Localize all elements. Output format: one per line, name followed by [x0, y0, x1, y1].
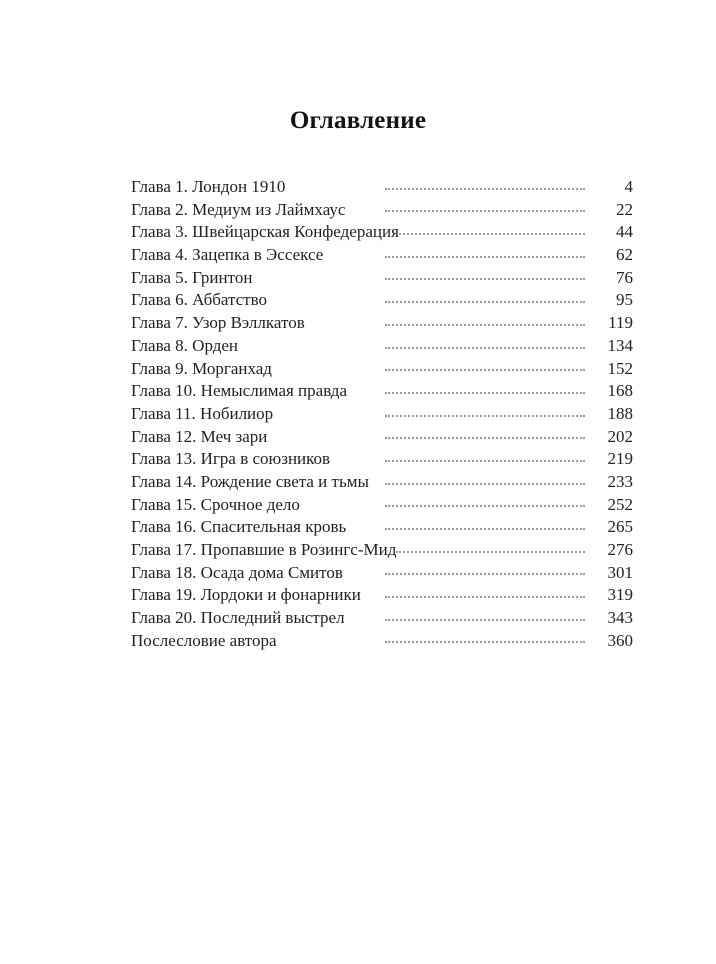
dot-leader: [385, 460, 585, 462]
dot-leader: [385, 483, 585, 485]
toc-entry[interactable]: [131, 221, 633, 244]
toc-entry-title: Послесловие автора: [131, 630, 277, 650]
toc-entry[interactable]: [131, 380, 633, 403]
toc-entry[interactable]: [131, 516, 633, 539]
toc-entry-title: Глава 3. Швейцарская Конфедерация: [131, 222, 399, 242]
dot-leader: [385, 619, 585, 621]
toc-entry-page: 119: [608, 313, 633, 333]
toc-entry[interactable]: [131, 267, 633, 290]
toc-entry[interactable]: [131, 607, 633, 630]
toc-entry[interactable]: [131, 403, 633, 426]
table-of-contents: [131, 176, 633, 652]
toc-entry-page: 343: [607, 608, 633, 628]
toc-entry-title: Глава 1. Лондон 1910: [131, 177, 286, 196]
dot-leader: [385, 256, 585, 258]
dot-leader: [385, 415, 585, 417]
toc-entry[interactable]: [131, 562, 633, 585]
dot-leader: [396, 551, 585, 553]
toc-entry-page: 76: [616, 267, 633, 287]
toc-entry[interactable]: [131, 289, 633, 312]
toc-entry-page: 301: [607, 562, 633, 582]
toc-entry-title: Глава 20. Последний выстрел: [131, 608, 345, 628]
toc-entry-page: 44: [616, 222, 633, 242]
toc-entry-page: 95: [616, 290, 633, 310]
toc-entry-page: 319: [607, 585, 633, 605]
dot-leader: [385, 347, 585, 349]
dot-leader: [385, 641, 585, 643]
toc-entry[interactable]: [131, 448, 633, 471]
toc-entry-title: Глава 12. Меч зари: [131, 426, 268, 446]
toc-entry-page: 233: [607, 471, 633, 491]
toc-entry-title: Глава 9. Морганхад: [131, 358, 272, 378]
toc-entry-title: Глава 16. Спасительная кровь: [131, 517, 347, 537]
toc-entry-page: 276: [607, 540, 633, 559]
toc-entry-title: Глава 5. Гринтон: [131, 267, 253, 287]
toc-entry-title: Глава 18. Осада дома Смитов: [131, 562, 343, 582]
toc-entry[interactable]: [131, 244, 633, 267]
toc-entry[interactable]: [131, 471, 633, 494]
toc-entry[interactable]: [131, 199, 633, 222]
toc-entry-afterword[interactable]: [131, 630, 633, 653]
toc-entry-page: 134: [607, 335, 633, 355]
toc-entry-title: Глава 6. Аббатство: [131, 290, 268, 310]
dot-leader: [385, 210, 585, 212]
toc-entry-page: 252: [607, 494, 633, 514]
toc-entry-page: 360: [607, 630, 633, 650]
toc-entry[interactable]: [131, 539, 633, 562]
toc-entry-page: 202: [607, 426, 633, 446]
toc-entry-title: Глава 2. Медиум из Лаймхаус: [131, 199, 346, 219]
toc-entry[interactable]: [131, 176, 633, 199]
dot-leader: [385, 392, 585, 394]
toc-entry[interactable]: [131, 584, 633, 607]
dot-leader: [385, 505, 585, 507]
toc-entry[interactable]: [131, 312, 633, 335]
toc-entry[interactable]: [131, 426, 633, 449]
toc-entry-page: 265: [607, 517, 633, 537]
toc-entry-page: 188: [607, 403, 633, 423]
dot-leader: [385, 437, 585, 439]
toc-entry-title: Глава 4. Зацепка в Эссексе: [131, 245, 324, 265]
dot-leader: [385, 278, 585, 280]
page-title: Оглавление: [289, 106, 427, 134]
toc-entry-page: 62: [616, 245, 633, 265]
toc-entry-title: Глава 15. Срочное дело: [131, 494, 300, 514]
toc-entry-page: 4: [624, 177, 633, 196]
toc-entry-title: Глава 14. Рождение света и тьмы: [131, 471, 369, 491]
toc-entry-title: Глава 13. Игра в союзников: [131, 449, 331, 469]
toc-entry-title: Глава 11. Нобилиор: [131, 403, 274, 423]
toc-entry-title: Глава 8. Орден: [131, 335, 239, 355]
toc-entry-title: Глава 10. Немыслимая правда: [131, 381, 348, 401]
toc-entry-page: 219: [607, 449, 633, 469]
dot-leader: [385, 528, 585, 530]
toc-entry-title: Глава 17. Пропавшие в Розингс-Мид: [131, 540, 397, 559]
toc-entry-page: 168: [607, 381, 633, 401]
dot-leader: [385, 301, 585, 303]
toc-entry-title: Глава 19. Лордоки и фонарники: [131, 585, 361, 605]
dot-leader: [385, 324, 585, 326]
dot-leader: [399, 233, 585, 235]
toc-entry[interactable]: [131, 358, 633, 381]
toc-entry-page: 22: [616, 199, 633, 219]
toc-entry-page: 152: [607, 358, 633, 378]
toc-entry[interactable]: [131, 335, 633, 358]
toc-entry[interactable]: [131, 494, 633, 517]
dot-leader: [385, 596, 585, 598]
toc-entry-title: Глава 7. Узор Вэллкатов: [131, 313, 305, 333]
dot-leader: [385, 369, 585, 371]
dot-leader: [385, 188, 585, 190]
dot-leader: [385, 573, 585, 575]
